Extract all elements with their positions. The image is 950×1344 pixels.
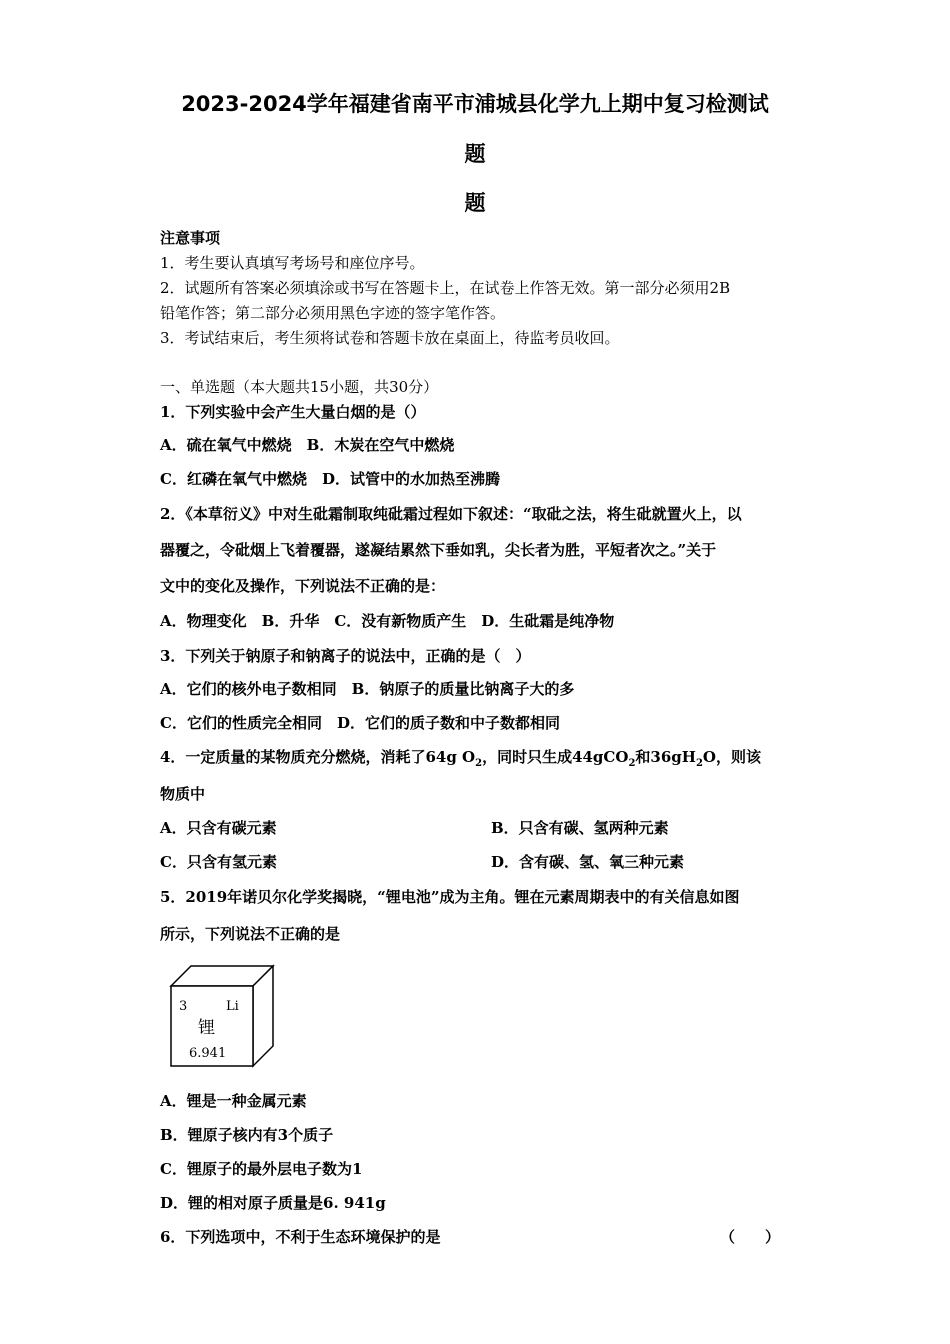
notice-item: 1．考生要认真填写考场号和座位序号。	[160, 254, 425, 272]
q3-options-ab: A．它们的核外电子数相同 B．钠原子的质量比钠离子大的多	[160, 680, 575, 698]
notice-heading: 注意事项	[160, 229, 221, 247]
q5-option-a: A．锂是一种金属元素	[160, 1092, 307, 1110]
q5-option-b: B．锂原子核内有3个质子	[160, 1126, 334, 1144]
section-heading: 一、单选题（本大题共15小题，共30分）	[160, 378, 439, 396]
notice-item: 铅笔作答；第二部分必须用黑色字迹的签字笔作答。	[160, 304, 506, 322]
q2-stem-line2: 器覆之，令砒烟上飞着覆器，遂凝结累然下垂如乳，尖长者为胜，平短者次之。”关于	[160, 541, 717, 559]
q4-option-b: B．只含有碳、氢两种元素	[491, 819, 669, 837]
lithium-element-cell	[165, 964, 275, 1068]
q3-options-cd: C．它们的性质完全相同 D．它们的质子数和中子数都相同	[160, 714, 560, 732]
subscript: 2	[475, 758, 483, 769]
q4-option-d: D．含有碳、氢、氧三种元素	[491, 853, 685, 871]
notice-item: 3．考试结束后，考生须将试卷和答题卡放在桌面上，待监考员收回。	[160, 329, 620, 347]
subscript: 2	[695, 758, 703, 769]
q2-options: A．物理变化 B．升华 C．没有新物质产生 D．生砒霜是纯净物	[160, 612, 615, 630]
q1-options-cd: C．红磷在氧气中燃烧 D．试管中的水加热至沸腾	[160, 470, 500, 488]
q6-stem: 6．下列选项中，不利于生态环境保护的是	[160, 1228, 441, 1246]
exam-title-line1: 2023-2024学年福建省南平市浦城县化学九上期中复习检测试	[181, 92, 769, 116]
element-name: 锂	[198, 1018, 215, 1038]
q1-stem: 1．下列实验中会产生大量白烟的是（）	[160, 403, 426, 421]
q3-stem: 3．下列关于钠原子和钠离子的说法中，正确的是（ ）	[160, 647, 531, 665]
q5-option-c: C．锂原子的最外层电子数为1	[160, 1160, 363, 1178]
element-atomic-mass: 6.941	[189, 1046, 227, 1061]
q5-stem-line2: 所示，下列说法不正确的是	[160, 925, 341, 943]
q4-stem-part: O，则该	[702, 748, 761, 766]
q2-stem-line3: 文中的变化及操作，下列说法不正确的是：	[160, 577, 446, 595]
q4-stem-part: ，同时只生成44gCO	[482, 748, 629, 766]
q4-stem-line2: 物质中	[160, 785, 206, 803]
element-atomic-number: 3	[179, 999, 188, 1014]
subscript: 2	[628, 758, 636, 769]
q4-stem-part: 4．一定质量的某物质充分燃烧，消耗了64g O	[160, 748, 476, 766]
q2-stem-line1: 2．《本草衍义》中对生砒霜制取纯砒霜过程如下叙述：“取砒之法，将生砒就置火上，以	[160, 505, 742, 523]
q6-answer-bracket: （ ）	[720, 1228, 781, 1246]
q4-stem	[160, 746, 761, 769]
q4-stem-part: 和36gH	[635, 748, 696, 766]
q1-options-ab: A．硫在氧气中燃烧 B．木炭在空气中燃烧	[160, 436, 455, 454]
notice-item: 2．试题所有答案必须填涂或书写在答题卡上，在试卷上作答无效。第一部分必须用2B	[160, 279, 731, 297]
element-symbol: Li	[226, 999, 239, 1014]
exam-title-line3: 题	[464, 191, 486, 215]
exam-title-line2: 题	[464, 142, 486, 166]
q4-option-c: C．只含有氢元素	[160, 853, 277, 871]
q5-option-d: D．锂的相对原子质量是6. 941g	[160, 1194, 386, 1212]
q4-option-a: A．只含有碳元素	[160, 819, 277, 837]
q5-stem-line1: 5．2019年诺贝尔化学奖揭晓，“锂电池”成为主角。锂在元素周期表中的有关信息如图	[160, 888, 740, 906]
